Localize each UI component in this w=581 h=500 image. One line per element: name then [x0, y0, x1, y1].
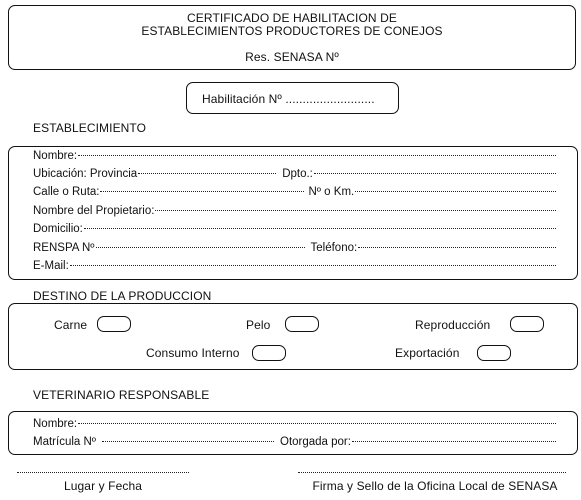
otorgada-label: Otorgada por:	[280, 436, 351, 448]
renspa-line	[96, 247, 305, 248]
matricula-line	[102, 441, 274, 442]
nombre-field[interactable]	[33, 149, 557, 163]
lugar-fecha-label: Lugar y Fecha	[63, 479, 142, 493]
email-label: E-Mail:	[33, 260, 69, 272]
nombre-line	[78, 155, 556, 156]
propietario-label: Nombre del Propietario:	[33, 205, 155, 217]
provincia-label: Ubicación: Provincia	[33, 168, 138, 180]
renspa-label: RENSPA Nº	[33, 242, 95, 254]
dpto-label: Dpto.:	[282, 168, 313, 180]
option-consumo-interno-checkbox[interactable]	[252, 345, 286, 361]
establecimiento-heading: ESTABLECIMIENTO	[33, 121, 147, 135]
vet-nombre-line	[78, 423, 556, 424]
habilitacion-field[interactable]	[202, 92, 375, 106]
resolution-label: Res. SENASA Nº	[245, 50, 339, 64]
km-label: Nº o Km.	[308, 186, 355, 198]
option-reproduccion-label: Reproducción	[415, 318, 491, 332]
km-line	[355, 191, 556, 192]
option-pelo-checkbox[interactable]	[285, 316, 319, 332]
dpto-line	[314, 173, 556, 174]
domicilio-field[interactable]	[33, 222, 557, 236]
domicilio-label: Domicilio:	[33, 223, 83, 235]
otorgada-line	[352, 441, 556, 442]
calle-line	[100, 191, 304, 192]
vet-matricula-field[interactable]	[33, 435, 557, 449]
propietario-field[interactable]	[33, 204, 557, 218]
telefono-label: Teléfono:	[310, 242, 358, 254]
vet-nombre-label: Nombre:	[33, 418, 78, 430]
matricula-label: Matrícula Nº	[33, 436, 96, 448]
form-title-line1: CERTIFICADO DE HABILITACION DE	[187, 11, 397, 25]
form-title-line2: ESTABLECIMIENTOS PRODUCTORES DE CONEJOS	[141, 24, 443, 38]
telefono-line	[358, 247, 556, 248]
firma-sello-line[interactable]	[298, 472, 566, 473]
option-exportacion-checkbox[interactable]	[477, 345, 511, 361]
option-pelo-label: Pelo	[246, 318, 271, 332]
option-exportacion-label: Exportación	[395, 346, 460, 360]
propietario-line	[155, 210, 556, 211]
nombre-label: Nombre:	[33, 150, 78, 162]
firma-sello-label: Firma y Sello de la Oficina Local de SENASA	[312, 479, 558, 493]
domicilio-line	[84, 228, 556, 229]
vet-nombre-field[interactable]	[33, 417, 557, 431]
email-line	[70, 265, 556, 266]
renspa-field[interactable]	[33, 241, 557, 255]
veterinario-heading: VETERINARIO RESPONSABLE	[33, 388, 210, 402]
option-consumo-interno-label: Consumo Interno	[146, 346, 240, 360]
option-carne-label: Carne	[54, 318, 88, 332]
habilitacion-dots: ..........................	[285, 92, 375, 106]
email-field[interactable]	[33, 259, 557, 273]
ubicacion-field[interactable]	[33, 167, 557, 181]
lugar-fecha-line[interactable]	[17, 472, 189, 473]
habilitacion-label: Habilitación Nº	[202, 92, 282, 106]
calle-label: Calle o Ruta:	[33, 186, 100, 198]
option-carne-checkbox[interactable]	[97, 316, 131, 332]
option-reproduccion-checkbox[interactable]	[510, 316, 544, 332]
provincia-line	[138, 173, 276, 174]
calle-field[interactable]	[33, 185, 557, 199]
destino-heading: DESTINO DE LA PRODUCCION	[33, 289, 212, 303]
